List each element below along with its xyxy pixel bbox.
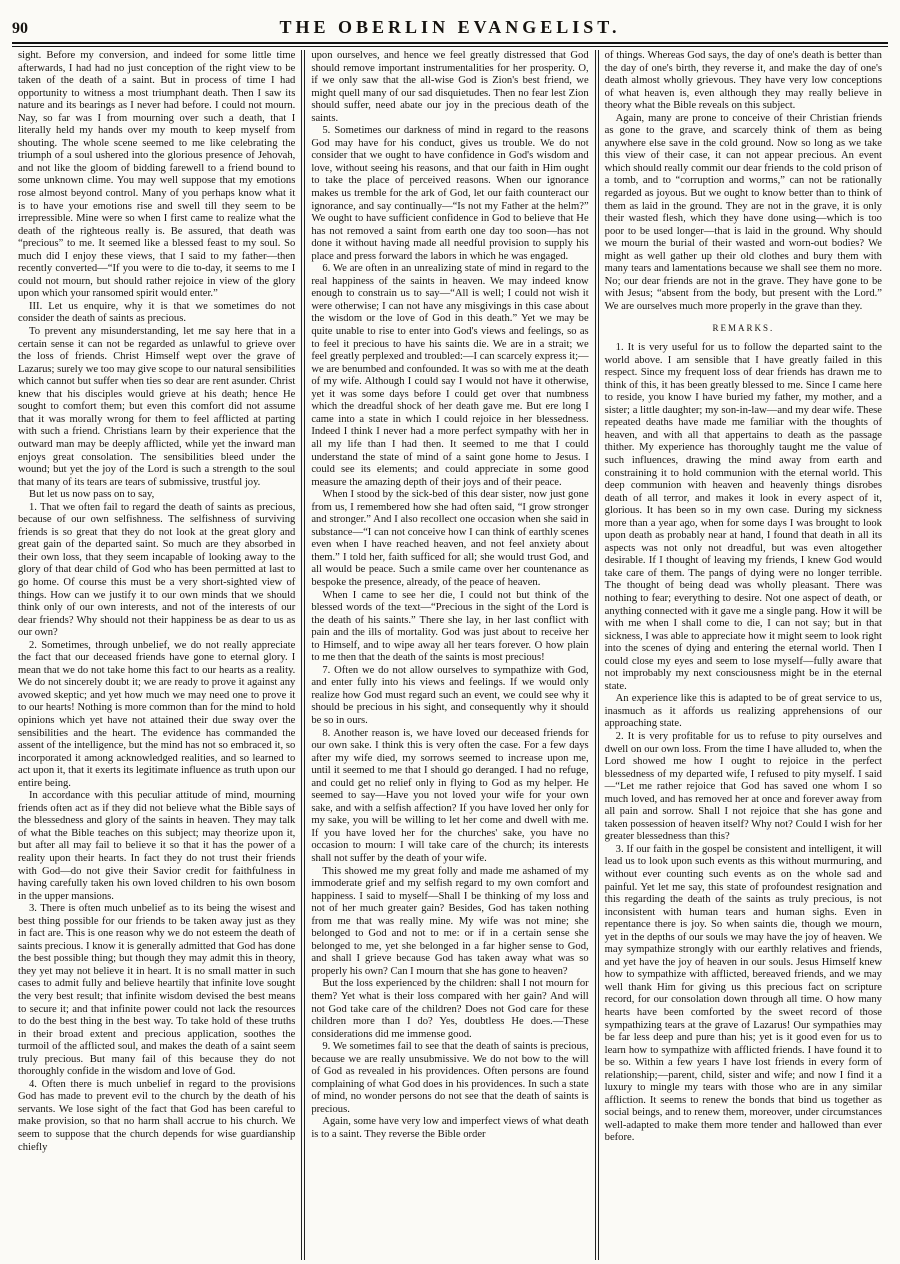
paragraph: 3. If our faith in the gospel be consistent and intelligent, it will lead us to look upon such events as this without murmuring, and without ever counting such events as on the whole sad and painful. Yet let me say, this state of profoundest resignation and this regarding the death of the saints as truly precious, is not inconsistent with human tears and human sighs. Even in repentance there is joy. So when saints die, though we mourn, yet in the depths of our souls we may have the joy of heaven. We may sympathize strongly with our earthly relatives and friends, and yet have the joy of heaven in our souls. Jesus Himself knew how to sympathize with afflicted, bereaved friends, and we may well thank Him for giving us this precious fact on scripture record, for our consolation down through all time. O how many hearts have been comforted by the sweet record of those sympathizing tears at the grave of Lazarus! Our sympathies may be far less deep and pure than his; yet is it good even for us to learn how to sympathize with afflicted friends. I have found it to be so. Within a few years I have lost friends in every form of relationship;—parent, child, sister and wife; and now I find it a luxury to mingle my tears with those who are in any similar affliction. It seems to renew the bonds that bind us together as social beings, and to renew them, moreover, under circumstances well-adapted to make them more tender and hallowed than ever before. [604, 843, 882, 1144]
paragraph: An experience like this is adapted to be of great service to us, inasmuch as it affords us realizing apprehensions of our approaching state. [604, 693, 882, 730]
journal-title: THE OBERLIN EVANGELIST. [279, 17, 621, 37]
paragraph: 1. That we often fail to regard the death of saints as precious, because of our own selfishness. The selfishness of surviving friends is so great that they do not look at the great glory and great gain of the departed saint. So much are they absorbed in their own loss, that they seem incapable of looking away to the glory of that dear child of God who has been permitted at last to go home. Of course this must be a very short-sighted view of things. How can we justify it to our own minds that we should think only of our own interests, and not of the interests of our dear friends? Why should not their happiness be as dear to us as our own? [18, 501, 296, 639]
paragraph: In accordance with this peculiar attitude of mind, mourning friends often act as if they did not believe what the Bible says of the blessedness and glory of the saints in heaven. They may talk of what the Bible teaches on this subject; may theorize upon it, but after all may fail to believe it so that it has the power of a reality upon their hearts. In fact they do not trust their friends with God—do not give their Savior credit for faithfulness in having carefully taken his own loved children to his own bosom in the upper mansions. [18, 790, 296, 902]
paragraph: 2. It is very profitable for us to refuse to pity ourselves and dwell on our own loss. From the time I have alluded to, when the Lord showed me how I ought to rejoice in the perfect blessedness of my departed wife, I refused to pity myself. I said—“Let me rather rejoice that God has saved one whom I so much loved, and has removed her at once and forever away from all pain and sorrow. Shall I not rejoice that she has gone and taken possession of heaven itself? Why not? Could I wish for her greater blessedness than this? [604, 730, 882, 843]
paragraph: When I stood by the sick-bed of this dear sister, now just gone from us, I remembered how she had often said, “I grow stronger and stronger.” And I also recollect one occasion when she said in substance—“I can not conceive how I can think of earthly scenes even when I have reached heaven, and not feel anxiety about them.” I told her, faith sufficed for all; she would trust God, and all would be peace. Such a smile came over her countenance as bespoke the presence, already, of the peace of heaven. [311, 489, 589, 588]
paragraph: upon ourselves, and hence we feel greatly distressed that God should remove important instrumentalities for her prosperity. O, if we only saw that the all-wise God is Zion's best friend, we might quell many of our sad disquietudes. Then no fear lest Zion should suffer, need abate our joy in the precious death of the saints. [311, 50, 589, 124]
paragraph: sight. Before my conversion, and indeed for some little time afterwards, I had had no just conception of the right view to be taken of the death of a saint. But in process of time I had opportunity to witness a most triumphant death. Then I saw its nature and its bearings as I never had before. I could not mourn. Nay, so far was I from mourning over such a death, that I literally held my hands over my mouth to keep myself from shouting. The whole scene seemed to me like celebrating the triumph of a soul ushered into the glorious presence of Jehovah, and not like the gloom of bidding farewell to a friend bound to some unknown clime. You may well suppose that my emotions rose almost beyond control. Many of you perhaps know what it is to have your emotions rise and swell till they seem to be irrepressible. Mine were so when I first came to realize what the death of the righteous really is. Be assured, that death was “precious” to me. It seemed like a blessed feast to my soul. So much did I enjoy these views, that I said to my father—then recently converted—“If you were to die to-day, it seems to me I could not mourn, but should rather rejoice in view of the glory upon which your ransomed spirit would enter.” [18, 50, 296, 300]
paragraph: This showed me my great folly and made me ashamed of my immoderate grief and my selfish regard to my own comfort and happiness. I said to myself—Shall I be thinking of my loss and not of her much greater gain? Besides, God has taken nothing from me that was really mine. My wife was not mine; she belonged to God and not to me: or if in a certain sense she belonged to me, yet she belonged in a far higher sense to God, and shall I grieve because God has taken away what was so properly his own? Can I mourn that she has gone to heaven? [311, 865, 589, 977]
paragraph: To prevent any misunderstanding, let me say here that in a certain sense it can not be regarded as unlawful to grieve over the loss of friends. Christ Himself wept over the grave of Lazarus; surely we too may give scope to our natural sensibilities which cannot but suffer when ties so dear are rent asunder. Christ knew that his disciples would grieve at his death; hence He sought to comfort them; but even this comfort did not assume that it was morally wrong for them to feel afflicted at parting with such a friend. Christians learn by their experience that the outward man may be deeply afflicted, while yet the inward man enjoys great consolation. The sensibilities bleed under the wound; but yet the joy of the Lord is such a strength to the soul that many of its tears are tears of submissive, trustful joy. [18, 326, 296, 488]
remarks-heading: REMARKS. [712, 323, 775, 334]
column-2 [305, 50, 594, 1260]
paragraph: Again, some have very low and imperfect views of what death is to a saint. They reverse the Bible order [311, 1116, 589, 1141]
paragraph: 9. We sometimes fail to see that the death of saints is precious, because we are really unsubmissive. We do not bow to the will of God as revealed in his providences. Often persons are found complaining of what God does in his providences. In such a state of mind, no wonder persons do not see that the death of saints is precious. [311, 1041, 589, 1115]
paragraph: 7. Often we do not allow ourselves to sympathize with God, and enter fully into his views and feelings. If we would only realize how God must regard such an event, we could see why it should be precious in his sight, and consequently why it should be so in ours. [311, 664, 589, 726]
paragraph: But let us now pass on to say, [29, 489, 155, 501]
column-1 [12, 50, 301, 1260]
paragraph: of things. Whereas God says, the day of one's death is better than the day of one's birth, they reverse it, and make the day of one's death almost wholly grievous. They have very low conceptions of what heaven is, even although they may really believe in theory what the Bible reveals on this subject. [604, 50, 882, 112]
paragraph: 4. Often there is much unbelief in regard to the provisions God has made to prevent evil to the church by the death of his servants. We lose sight of the fact that God has been careful to make provision, so that no harm shall accrue to his church. We seem to suppose that the church depends for wise guardianship chiefly [18, 1078, 296, 1153]
paragraph: 1. It is very useful for us to follow the departed saint to the world above. I am sensible that I have greatly failed in this respect. Since my frequent loss of dear friends has drawn me to think of this, it has been greatly blessed to me. Since I came here to reside, you know I have buried my father, my mother, and a sister; a little daughter; my son-in-law—and my dear wife. These repeated deaths have made me familiar with the thoughts of heaven, and with all that appertains to death as the passage thither. My experience has thoroughly taught me the value of such influences, drawing the mind away from earth and constraining it to hold communion with the eternal world. This deep communion with heaven and heavenly things disrobes death of all terror, and makes it look in every aspect of it, glorious. It has been so in my own case. During my sickness more than a year ago, when for some days I was brought to look upon death as probably near at hand, I found that death in all its aspects was not only not dreadful, but was even altogether desirable. If I thought of leaving my friends, I knew God would take care of them. The pangs of dying were no longer terrible. The thought of being dead was wholly pleasant. There was nothing to fear; everything to desire. Not one aspect of death, or anything connected with it gave me a single pang. How it will be with me when I shall come to die, I can not say; but in that sickness, I was able to appreciate how it might seem to look right into the scenes of dying and entering the eternal world. Then I could close my eyes and seem to lose myself—fully aware that not improbably my next consciousness might be in the eternal state. [604, 342, 882, 692]
paragraph: Again, many are prone to conceive of their Christian friends as gone to the grave, and scarcely think of them as being anywhere else save in the cold ground. Now so long as we take this view of their case, it can not appear precious. An event which should really commit our dear friends to the cold prison of a tomb, and to “corruption and worms,” can not be rationally regarded as joyous. But we ought to know better than to think of them as laid in the ground. They are not in the grave, it is only their wasted flesh, which they have done using—which is too poor to be used longer—that is laid in the ground. Why should we mourn the burial of their wasted and worn-out bodies? We might as well gather up their old clothes and bury them with many tears and lamentations because we shall see them no more. No; our dear friends are not in the grave. They have gone to be with Jesus; “absent from the body, but present with the Lord.” We are ourselves much more properly in the grave than they. [604, 112, 882, 312]
paragraph: 6. We are often in an unrealizing state of mind in regard to the real happiness of the saints in heaven. We may indeed know enough to constrain us to say—“All is well; I could not wish it were otherwise; I can not have any misgivings in this case about the wisdom or the love of God in this death.” Yet we may be quite unable to rise to enter into God's views and feelings, so as to feel it precious to have his saints die. We are in a strait; we feel greatly perplexed and troubled:—I can scarcely express it;—we are benumbed and confounded. It was so with me at the death of my wife. Although I could say I would not have it otherwise, yet it was some days before I could get over that numbness which the dreadful shock of her death gave me. But ere long I came into a state in which I could rejoice in her blessedness. Indeed I think I never had a more perfect sympathy with her in all my life than I had then. It seemed to me that I could understand the state of mind of a saint gone home to Jesus. I could see its elements; and could appreciate in some good measure the amazing depth of their joys and of their peace. [311, 263, 589, 488]
text-columns [12, 50, 888, 1260]
page-number: 90 [12, 20, 28, 37]
section-heading-iii: III. Let us enquire, why it is that we sometimes do not consider the death of saints as precious. [18, 300, 296, 325]
paragraph: 5. Sometimes our darkness of mind in regard to the reasons God may have for his conduct, gives us trouble. We do not consider that we ought to have confidence in God's wisdom and love, without seeing his reasons, and that our faith in Him ought to take the place of perceived reasons. When our ignorance makes us tremble for the ark of God, let our faith counteract our ignorance, and say continually—“Is not my Father at the helm?” We ought to have sufficient confidence in God to believe that He has not removed a saint from earth one day too soon—has not done it without having made all needful provision to supply his place and press forward the labors in which he was engaged. [311, 125, 589, 262]
column-3 [599, 50, 888, 1260]
page-header [12, 12, 888, 38]
paragraph: 8. Another reason is, we have loved our deceased friends for our own sake. I think this is very often the case. For a few days after my wife died, my sorrows seemed to increase upon me, until it seemed to me that I should go deranged. I had no refuge, and could get no relief only in flying to God as my helper. He seemed to say—Have you not loved your wife for your own sake, and with a selfish affection? If you have loved her only for my sake, you will be willing to let her come and dwell with me. If you have loved her for the churches' sake, you have no occasion to mourn: I will take care of the church; its interests shall not suffer by the death of your wife. [311, 727, 589, 864]
paragraph: 2. Sometimes, through unbelief, we do not really appreciate the fact that our deceased friends have gone to eternal glory. I mean that we do not take home this fact to our hearts as a reality. We do not sincerely doubt it; we are ready to prove it against any avowed skeptic; and yet how much we may need one to prove it to our hearts! Nothing is more common than for the mind to hold opinions which yet have not attained their due sway over the sensibilities and the heart. The evidence has commanded the assent of the intelligence, but the mind has not so embraced it, so incorporated it among acknowledged realities, and so learned to act upon it, that it exerts its legitimate influence as truth upon our entire being. [18, 639, 296, 789]
header-rule [12, 42, 888, 47]
paragraph: But the loss experienced by the children: shall I not mourn for them? Yet what is their loss compared with her gain? And will not God take care of the children? Does not God care for these children more than I do? Yes, doubtless He does.—These considerations did me immense good. [311, 978, 589, 1040]
paragraph: When I came to see her die, I could not but think of the blessed words of the text—“Precious in the sight of the Lord is the death of his saints.” There she lay, in her last conflict with pain and the ills of mortality. God was just about to receive her to Himself, and to wipe away all her tears forever. O how plain to me then that the death of the saints is most precious! [311, 589, 589, 664]
paragraph: 3. There is often much unbelief as to its being the wisest and best thing possible for our friends to be taken away just as they in fact are. This is one reason why we do not esteem the death of saints precious. I know it is generally admitted that God has done the best possible thing; but though they may admit this in theory, they yet may not believe it in heart. It is no small matter in such cases to admit fully and believe heartily that infinite love sought the very best result; that infinite wisdom devised the best means to secure it; and that infinite power could not lack the resources to do the best thing in the best way. To take hold of these truths in their broad extent and precious application, soothes the turmoil of the afflicted soul, and makes the death of a saint seem truly precious. But many fail of this because they do not thoroughly confide in the wisdom and love of God. [18, 903, 296, 1078]
